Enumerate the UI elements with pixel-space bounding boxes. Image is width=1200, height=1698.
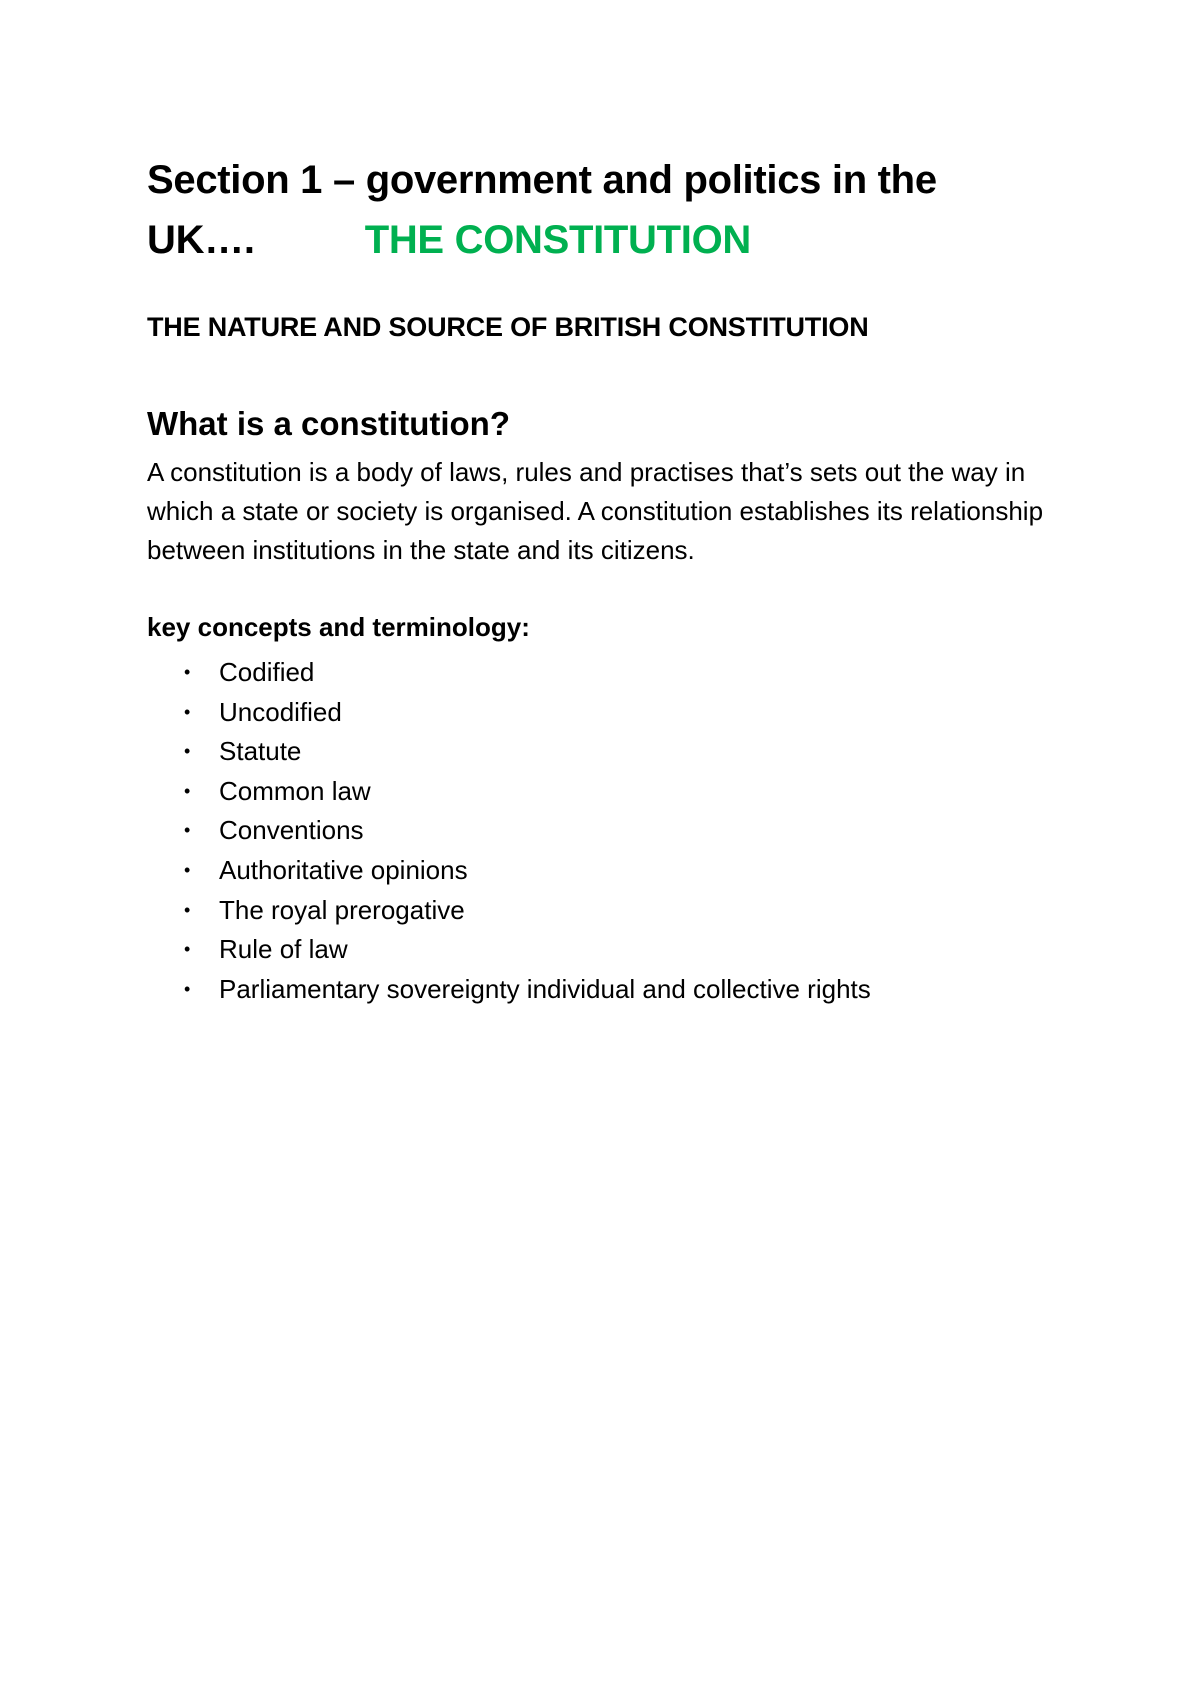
bullet-icon: •: [184, 780, 191, 801]
bullet-icon: •: [184, 701, 191, 722]
bullet-icon: •: [184, 899, 191, 920]
bullet-icon: •: [184, 820, 191, 841]
term-label: Uncodified: [219, 696, 342, 727]
concepts-heading: key concepts and terminology:: [147, 612, 530, 642]
bullet-icon: •: [184, 741, 191, 762]
title-accent: THE CONSTITUTION: [364, 218, 751, 262]
definition-paragraph: A constitution is a body of laws, rules and practises that’s sets out the way in which a state or society is organised. A constitution establishes its relationship between institutions in the state and its citizens.: [147, 457, 1044, 565]
term-label: Statute: [219, 736, 302, 767]
term-label: The royal prerogative: [219, 894, 465, 925]
term-label: Conventions: [219, 815, 364, 846]
bullet-icon: •: [184, 978, 191, 999]
term-label: Common law: [219, 775, 371, 806]
title-line-1: Section 1 – government and politics in the: [147, 158, 937, 202]
term-label: Authoritative opinions: [219, 854, 468, 885]
term-label: Rule of law: [219, 934, 348, 965]
title-line-2: [147, 210, 1087, 270]
bullet-icon: •: [184, 939, 191, 960]
section-title: [147, 150, 1087, 270]
term-label: Codified: [219, 657, 315, 687]
question-heading: What is a constitution?: [147, 405, 510, 442]
bullet-icon: •: [184, 662, 191, 682]
term-label: Parliamentary sovereignty individual and collective rights: [219, 973, 871, 1004]
subheading: THE NATURE AND SOURCE OF BRITISH CONSTITUTION: [147, 312, 869, 342]
title-prefix: UK….: [147, 218, 255, 262]
bullet-icon: •: [184, 859, 191, 880]
